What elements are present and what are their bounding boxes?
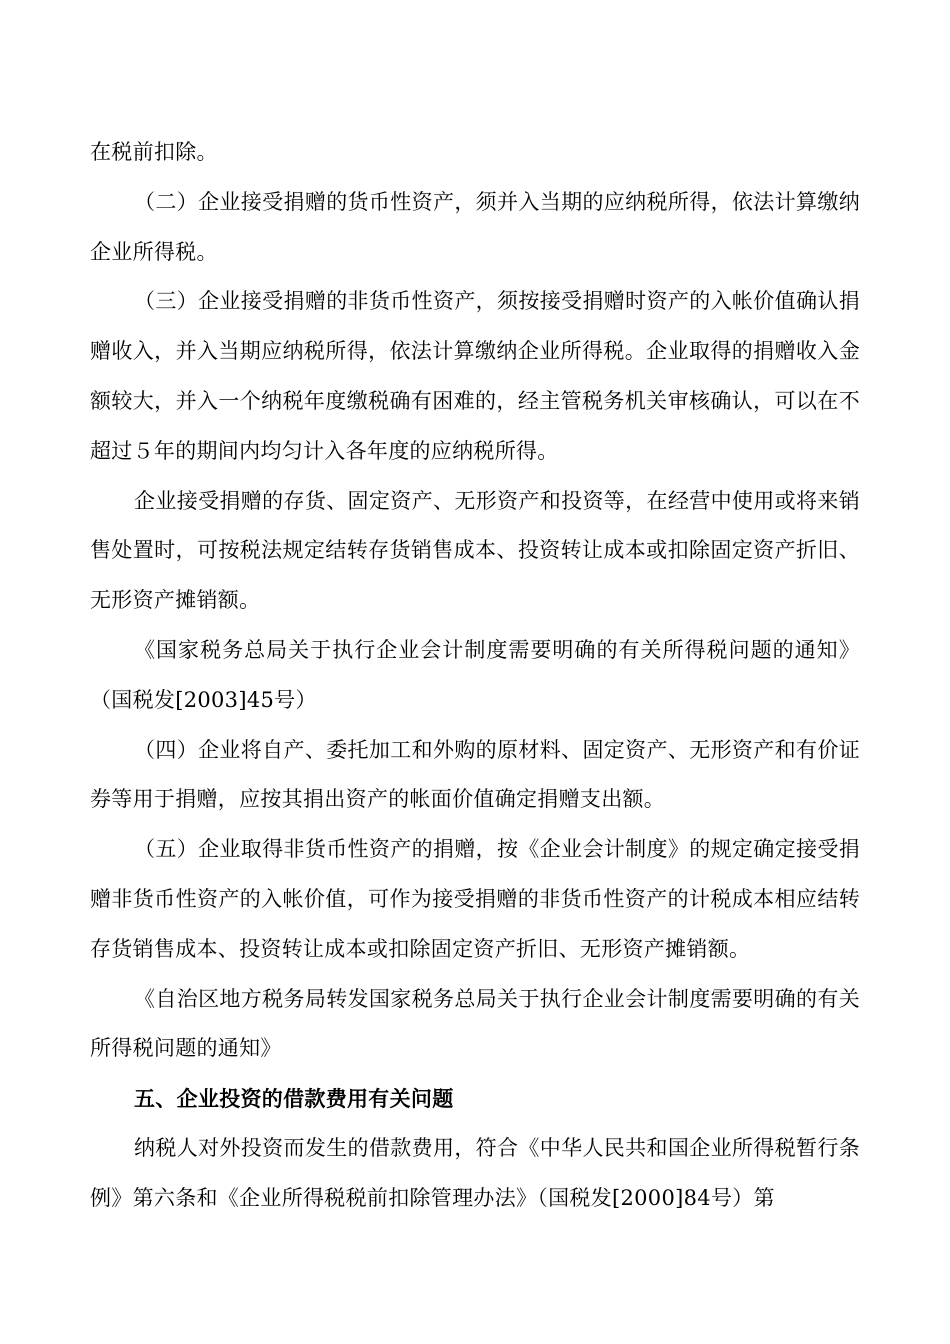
- document-body: [90, 128, 860, 1224]
- paragraph: 企业接受捐赠的存货、固定资产、无形资产和投资等，在经营中使用或将来销售处置时，可按税法规定结转存货销售成本、投资转让成本或扣除固定资产折旧、 无形资产摊销额。: [90, 488, 860, 613]
- paragraph: （三）企业接受捐赠的非货币性资产，须按接受捐赠时资产的入帐价值确认捐赠收入，并入当期应纳税所得，依法计算缴纳企业所得税。企业取得的捐赠收入金额较大，并入一个纳税年度缴税确有困难的，经主管税务机关审核确认，可以在不超过５年的期间内均匀计入各年度的应纳税所得。: [90, 289, 860, 463]
- paragraph: 在税前扣除。: [90, 140, 218, 164]
- section-heading: 五、企业投资的借款费用有关问题: [134, 1086, 454, 1112]
- paragraph: （五）企业取得非货币性资产的捐赠，按《企业会计制度》的规定确定接受捐赠非货币性资产的入帐价值，可作为接受捐赠的非货币性资产的计税成本相应结转存货销售成本、投资转让成本或扣除固定资产折旧、无形资产摊销额。: [90, 837, 860, 961]
- paragraph: （二）企业接受捐赠的货币性资产，须并入当期的应纳税所得，依法计算缴纳企业所得税。: [90, 189, 860, 264]
- paragraph: 纳税人对外投资而发生的借款费用，符合《中华人民共和国企业所得税暂行条例》第六条和《企业所得税税前扣除管理办法》（国税发[2000]84号）第: [90, 1135, 860, 1210]
- citation-paragraph: 《自治区地方税务局转发国家税务总局关于执行企业会计制度需要明确的有关所得税问题的通知》: [90, 986, 860, 1061]
- citation-paragraph: 《国家税务总局关于执行企业会计制度需要明确的有关所得税问题的通知》（国税发[2003]45号）: [90, 637, 860, 712]
- paragraph: （四）企业将自产、委托加工和外购的原材料、固定资产、无形资产和有价证券等用于捐赠，应按其捐出资产的帐面价值确定捐赠支出额。: [90, 737, 860, 812]
